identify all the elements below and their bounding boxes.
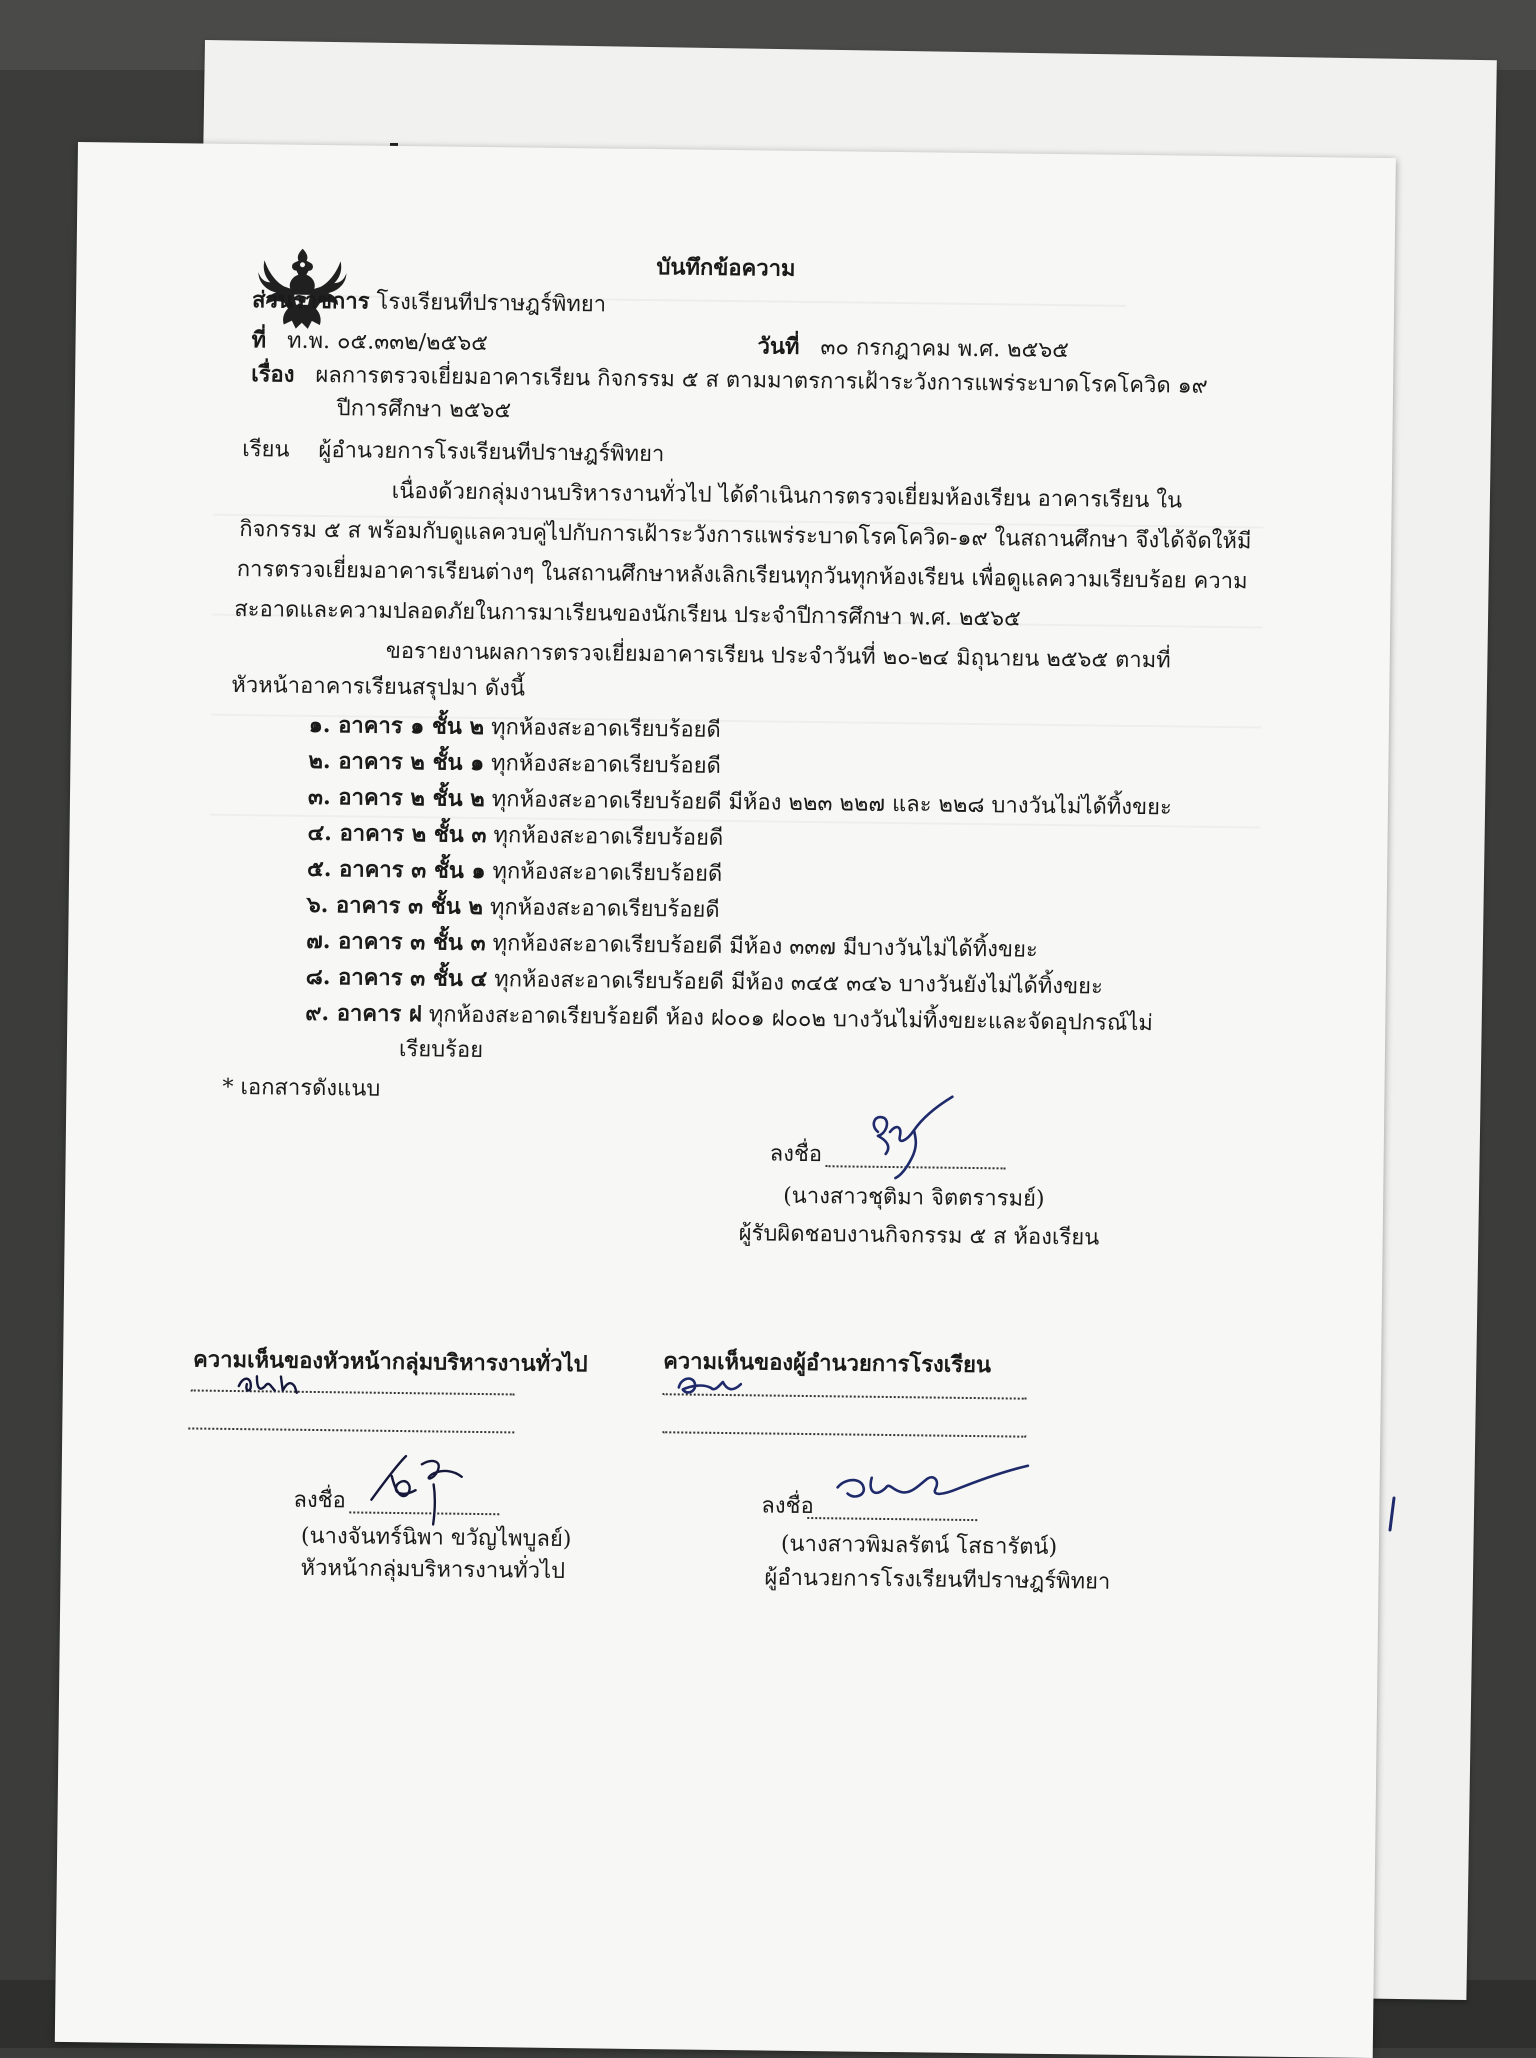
list-item-text: ทุกห้องสะอาดเรียบร้อยดี xyxy=(489,895,720,923)
memo-title: บันทึกข้อความ xyxy=(656,254,796,282)
paragraph-2-line: หัวหน้าอาคารเรียนสรุปมา ดังนี้ xyxy=(231,672,526,702)
list-item-text: ทุกห้องสะอาดเรียบร้อยดี มีห้อง ๓๓๗ มีบางวันไม่ได้ทิ้งขยะ xyxy=(492,931,1038,963)
director-signature-icon xyxy=(831,1447,1032,1519)
reporter-sign-label: ลงชื่อ xyxy=(769,1141,823,1168)
attachment-note: * เอกสารดังแนบ xyxy=(222,1074,381,1102)
head-comment-line-2 xyxy=(188,1427,514,1433)
director-comment-handwriting-icon xyxy=(675,1365,755,1402)
director-name: (นางสาวพิมลรัตน์ โสธารัตน์) xyxy=(780,1531,1058,1561)
director-comment-line-2 xyxy=(662,1431,1026,1437)
list-item xyxy=(309,709,721,747)
head-sign-label: ลงชื่อ xyxy=(293,1487,346,1514)
list-item-text: ทุกห้องสะอาดเรียบร้อยดี xyxy=(490,715,721,743)
reporter-name: (นางสาวชุติมา จิตตรารมย์) xyxy=(783,1183,1045,1212)
reporter-position: ผู้รับผิดชอบงานกิจกรรม ๕ ส ห้องเรียน xyxy=(738,1221,1100,1251)
reference-number: ท.พ. ๐๕.๓๓๒/๒๕๖๕ xyxy=(286,328,489,357)
list-item-text: ทุกห้องสะอาดเรียบร้อยดี xyxy=(493,823,724,851)
head-name: (นางจันทร์นิพา ขวัญไพบูลย์) xyxy=(300,1523,572,1553)
salutation-label: เรียน xyxy=(242,437,290,463)
reference-label: ที่ xyxy=(251,327,267,354)
list-item xyxy=(306,889,719,927)
reporter-signature-icon xyxy=(855,1092,966,1183)
list-item-heading: ๒. อาคาร ๒ ชั้น ๑ xyxy=(308,747,485,777)
list-item-heading: ๗. อาคาร ๓ ชั้น ๓ xyxy=(306,927,486,957)
agency-label: ส่วนราชการ xyxy=(251,287,370,315)
subject-label: เรื่อง xyxy=(251,361,295,388)
list-item xyxy=(307,853,723,891)
subject-line-2: ปีการศึกษา ๒๕๖๕ xyxy=(336,396,512,424)
list-item-continuation: เรียบร้อย xyxy=(398,1036,484,1064)
list-item-heading: ๕. อาคาร ๓ ชั้น ๑ xyxy=(306,855,486,885)
list-item-text: ทุกห้องสะอาดเรียบร้อยดี ห้อง ฝ๐๐๑ ฝ๐๐๒ บางวันไม่ทิ้งขยะและจัดอุปกรณ์ไม่ xyxy=(428,1002,1154,1037)
list-item-heading: ๓. อาคาร ๒ ชั้น ๒ xyxy=(307,783,485,813)
paragraph-1-line: กิจกรรม ๕ ส พร้อมกับดูแลควบคู่ไปกับการเฝ้าระวังการแพร่ระบาดโรคโควิด-๑๙ ในสถานศึกษา จึงได้จัดให้มี xyxy=(239,517,1252,555)
list-item-heading: ๘. อาคาร ๓ ชั้น ๔ xyxy=(305,963,488,993)
list-item-heading: ๙. อาคาร ฝ xyxy=(305,999,422,1028)
director-position: ผู้อำนวยการโรงเรียนทีปราษฎร์พิทยา xyxy=(764,1565,1111,1595)
paragraph-1-line: สะอาดและความปลอดภัยในการมาเรียนของนักเรียน ประจำปีการศึกษา พ.ศ. ๒๕๖๕ xyxy=(234,596,1021,632)
list-item xyxy=(306,961,1103,1004)
list-item-heading: ๔. อาคาร ๒ ชั้น ๓ xyxy=(307,819,487,849)
director-comment-title: ความเห็นของผู้อำนวยการโรงเรียน xyxy=(662,1348,992,1379)
list-item xyxy=(306,925,1038,967)
agency-value: โรงเรียนทีปราษฎร์พิทยา xyxy=(376,289,607,318)
list-item-text: ทุกห้องสะอาดเรียบร้อยดี มีห้อง ๓๔๕ ๓๔๖ บางวันยังไม่ได้ทิ้งขยะ xyxy=(494,967,1103,1000)
head-comment-title: ความเห็นของหัวหน้ากลุ่มบริหารงานทั่วไป xyxy=(192,1346,588,1378)
paragraph-1-line: เนื่องด้วยกลุ่มงานบริหารงานทั่วไป ได้ดำเนินการตรวจเยี่ยมห้องเรียน อาคารเรียน ใน xyxy=(391,478,1183,514)
date-value: ๓๐ กรกฎาคม พ.ศ. ๒๕๖๕ xyxy=(820,335,1070,364)
pen-mark-icon xyxy=(1384,1494,1400,1534)
memo-document xyxy=(55,142,1396,2058)
list-item-heading: ๑. อาคาร ๑ ชั้น ๒ xyxy=(308,711,485,741)
list-item-heading: ๖. อาคาร ๓ ชั้น ๒ xyxy=(306,891,484,921)
list-item xyxy=(308,745,721,783)
list-item-text: ทุกห้องสะอาดเรียบร้อยดี xyxy=(492,859,723,887)
director-sign-label: ลงชื่อ xyxy=(761,1493,814,1520)
list-item xyxy=(307,817,723,855)
list-item-text: ทุกห้องสะอาดเรียบร้อยดี xyxy=(490,751,722,779)
paragraph-1-line: การตรวจเยี่ยมอาคารเรียนต่างๆ ในสถานศึกษาหลังเลิกเรียนทุกวันทุกห้องเรียน เพื่อดูแลความเรียบร้อย ความ xyxy=(236,556,1248,595)
head-comment-handwriting-icon xyxy=(235,1362,315,1399)
date-label: วันที่ xyxy=(757,333,800,360)
list-item-text: ทุกห้องสะอาดเรียบร้อยดี มีห้อง ๒๒๓ ๒๒๗ และ ๒๒๘ บางวันไม่ได้ทิ้งขยะ xyxy=(491,787,1172,821)
paragraph-2-line: ขอรายงานผลการตรวจเยี่ยมอาคารเรียน ประจำวันที่ ๒๐-๒๔ มิถุนายน ๒๕๖๕ ตามที่ xyxy=(385,638,1171,674)
salutation-recipient: ผู้อำนวยการโรงเรียนทีปราษฎร์พิทยา xyxy=(318,437,665,468)
subject-line-1: ผลการตรวจเยี่ยมอาคารเรียน กิจกรรม ๕ ส ตามมาตรการเฝ้าระวังการแพร่ระบาดโรคโควิด ๑๙ xyxy=(315,362,1208,399)
head-position: หัวหน้ากลุ่มบริหารงานทั่วไป xyxy=(300,1555,566,1585)
